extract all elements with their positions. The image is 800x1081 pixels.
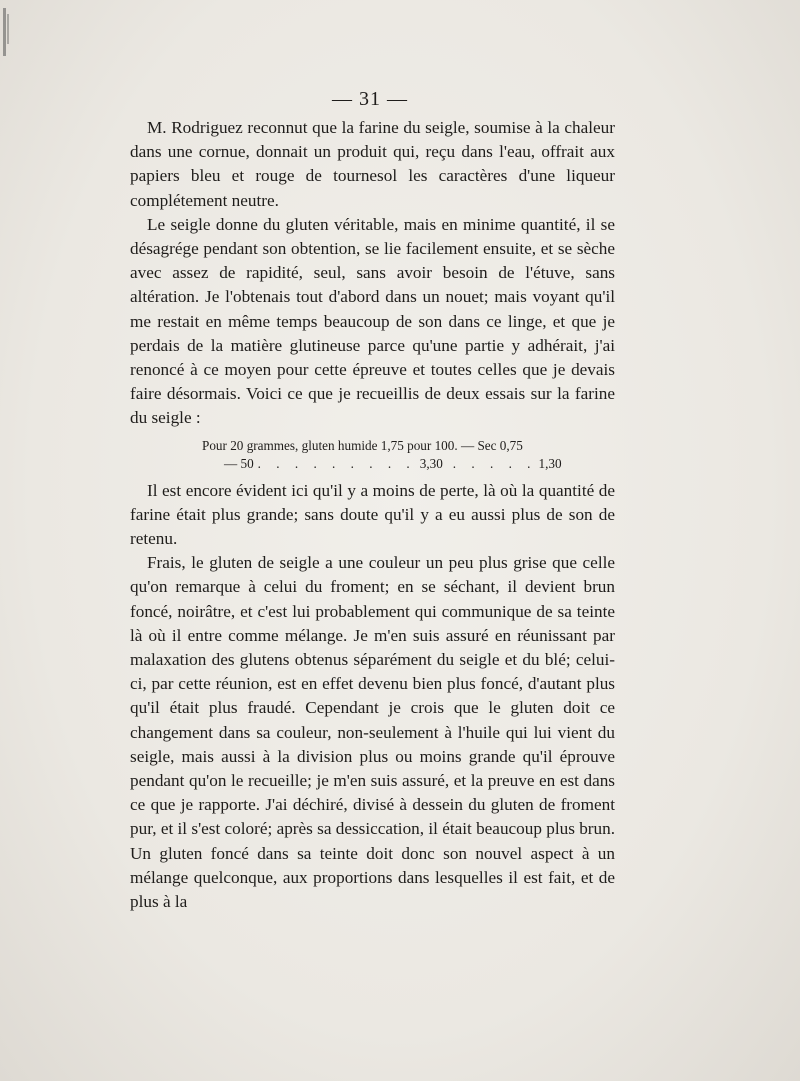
measurement-table	[130, 437, 615, 473]
measurement-line: Pour 20 grammes, gluten humide 1,75 pour 100. — Sec 0,75	[202, 437, 523, 453]
margin-ink-mark	[7, 14, 9, 44]
paragraph: Il est encore évident ici qu'il y a moins de perte, là où la quantité de farine était plus grande; sans doute qu'il y a eu aussi plus de son de retenu.	[130, 480, 615, 549]
paragraph: M. Rodriguez reconnut que la farine du seigle, soumise à la chaleur dans une cornue, donnait un produit qui, reçu dans l'eau, offrait aux papiers bleu et rouge de tournesol les caractères d'une liqueur complétement neutre.	[130, 118, 615, 210]
leader-dots: . . . . . . . . .	[257, 455, 416, 471]
measurement-value: 1,30	[538, 455, 562, 471]
measurement-row	[130, 455, 615, 473]
measurement-value: 3,30	[419, 455, 443, 471]
page-number: — 31 —	[332, 88, 408, 110]
paragraph: Frais, le gluten de seigle a une couleur un peu plus grise que celle qu'on remarque à celui du froment; en se séchant, il devient brun foncé, noirâtre, et c'est lui probablement qui communique de sa teinte là où il entre comme mélange. Je m'en suis assuré en réunissant par malaxation des glutens obtenus séparément du seigle et du blé; celui-ci, par cette réunion, est en effet devenu bien plus foncé, d'autant plus qu'il était plus fraudé. Cependant je crois que le gluten doit ce changement dans sa couleur, non-seulement à l'huile qui lui vient du seigle, mais aussi à la division plus ou moins grande qu'il éprouve pendant qu'on le recueille; je m'en suis assuré, et la preuve en est dans ce que je rapporte. J'ai déchiré, divisé à dessein du gluten de froment pur, et il s'est coloré; après sa dessiccation, il était beaucoup plus brun. Un gluten foncé dans sa teinte doit donc son nouvel aspect à un mélange quelconque, aux proportions dans lesquelles il est fait, et de plus à la	[130, 553, 615, 912]
paragraph: Le seigle donne du gluten véritable, mais en minime quantité, il se désagrége pendant son obtention, se lie facilement ensuite, et se sèche avec assez de rapidité, seul, sans avoir besoin de l'étuve, sans altération. Je l'obtenais tout d'abord dans un nouet; mais voyant qu'il me restait en même temps beaucoup de son dans ce linge, et que je perdais de la matière glutineuse parce qu'une partie y adhérait, j'ai renoncé à ce moyen pour cette épreuve et toutes celles que je devais faire désormais. Voici ce que je recueillis de deux essais sur la farine du seigle :	[130, 214, 615, 428]
measurement-row	[130, 437, 615, 455]
measurement-prefix: — 50	[224, 455, 254, 471]
margin-ink-mark	[3, 8, 6, 56]
body-text	[130, 116, 615, 914]
leader-dots: . . . . .	[452, 455, 537, 471]
